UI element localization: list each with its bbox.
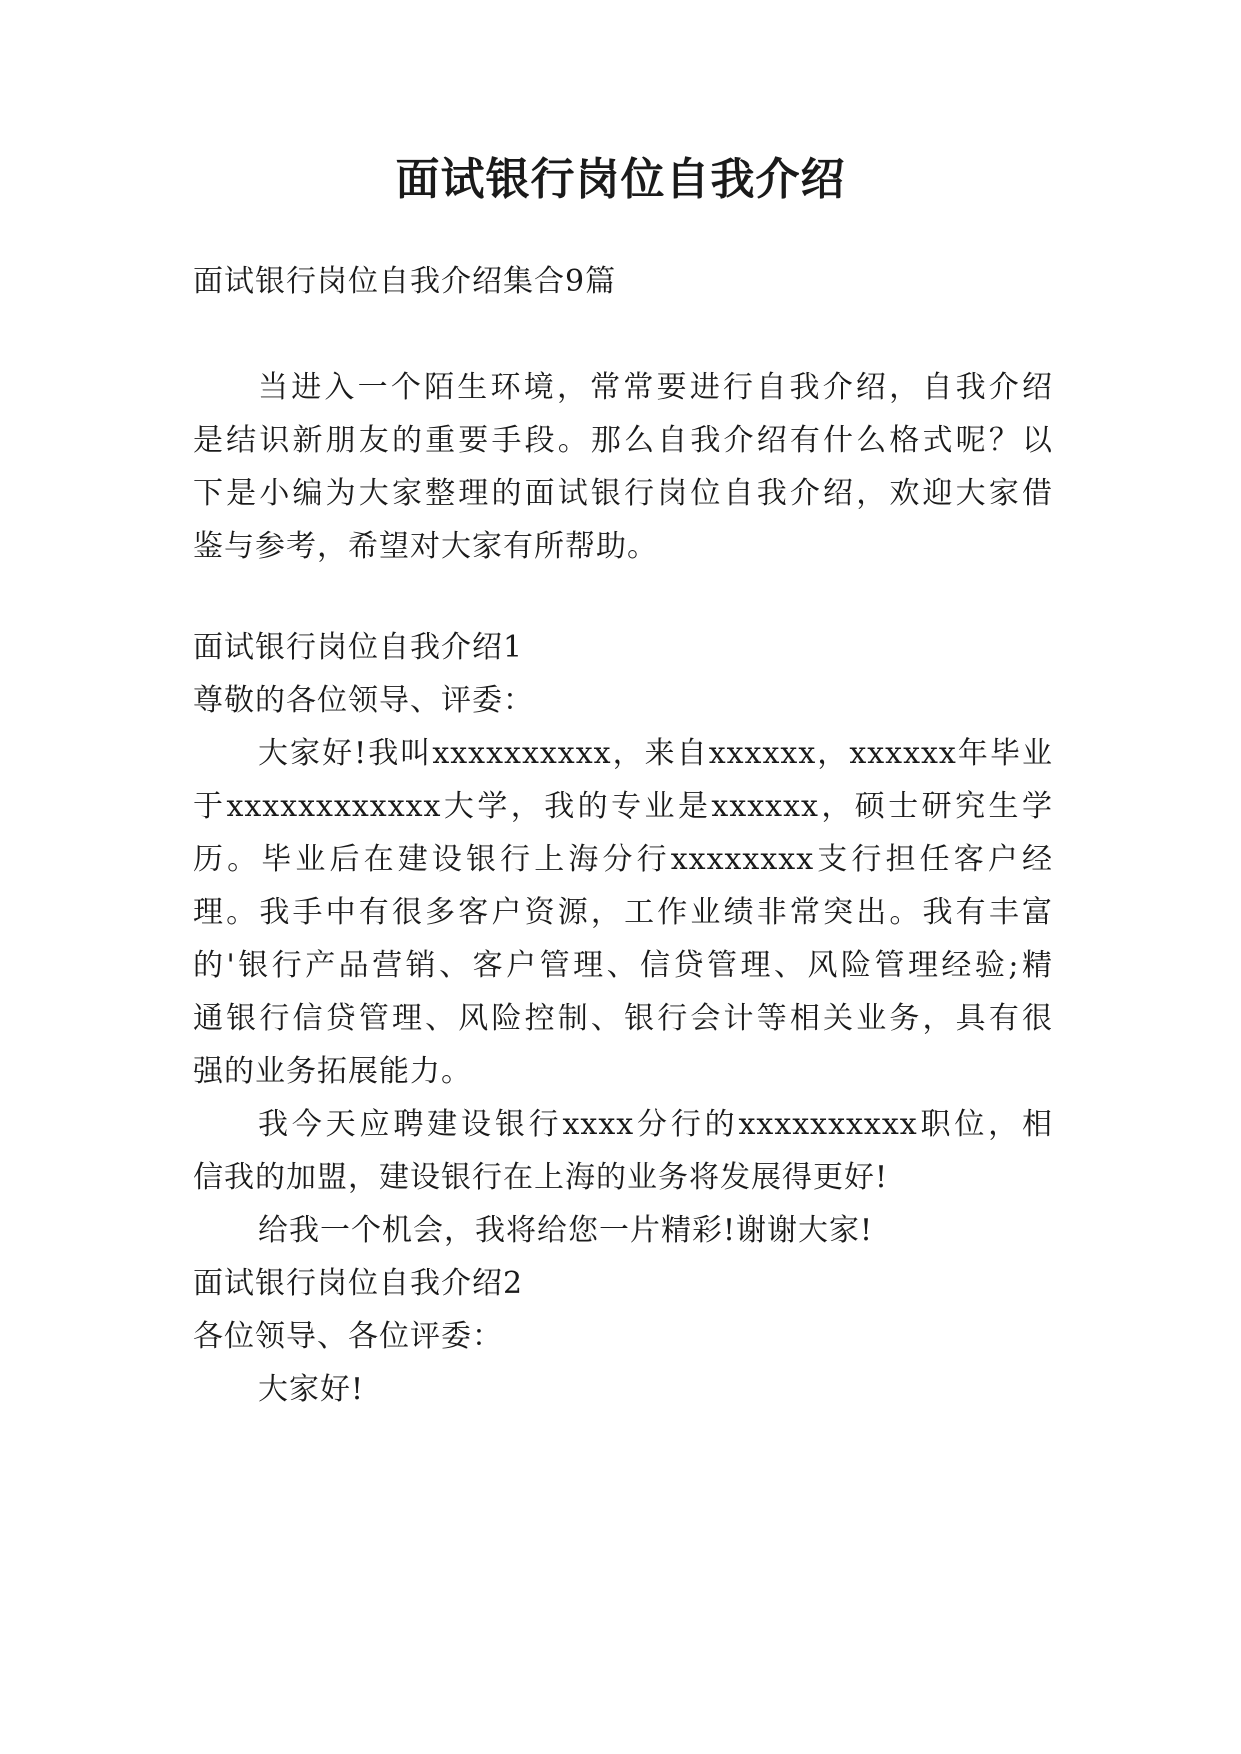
section1-para1-line: 理。我手中有很多客户资源，工作业绩非常突出。我有丰富 — [193, 895, 1053, 930]
section1-para1-line: 于xxxxxxxxxxxx大学，我的专业是xxxxxx，硕士研究生学 — [193, 789, 1053, 824]
section1-para3: 给我一个机会，我将给您一片精彩!谢谢大家! — [258, 1213, 874, 1248]
section2-salutation: 各位领导、各位评委： — [193, 1319, 503, 1354]
section1-para1-line: 大家好!我叫xxxxxxxxxx，来自xxxxxx，xxxxxx年毕业 — [258, 736, 1053, 771]
section2-greeting: 大家好! — [258, 1372, 365, 1407]
section1-para1-line: 的'银行产品营销、客户管理、信贷管理、风险管理经验;精 — [193, 948, 1053, 983]
section1-para2-line: 我今天应聘建设银行xxxx分行的xxxxxxxxxx职位，相 — [258, 1107, 1053, 1142]
section1-para1-line: 强的业务拓展能力。 — [193, 1054, 472, 1089]
intro-line: 是结识新朋友的重要手段。那么自我介绍有什么格式呢？以 — [193, 423, 1053, 458]
section1-para2-line: 信我的加盟，建设银行在上海的业务将发展得更好! — [193, 1160, 889, 1195]
section1-salutation: 尊敬的各位领导、评委： — [193, 683, 534, 718]
intro-line: 下是小编为大家整理的面试银行岗位自我介绍，欢迎大家借 — [193, 476, 1053, 511]
intro-line: 鉴与参考，希望对大家有所帮助。 — [193, 529, 658, 564]
section2-heading: 面试银行岗位自我介绍2 — [193, 1266, 524, 1301]
section1-heading: 面试银行岗位自我介绍1 — [193, 630, 524, 665]
section1-para1-line: 历。毕业后在建设银行上海分行xxxxxxxx支行担任客户经 — [193, 842, 1053, 877]
document-subtitle: 面试银行岗位自我介绍集合9篇 — [193, 264, 617, 299]
section1-para1-line: 通银行信贷管理、风险控制、银行会计等相关业务，具有很 — [193, 1001, 1053, 1036]
intro-line: 当进入一个陌生环境，常常要进行自我介绍，自我介绍 — [258, 370, 1053, 405]
document-title: 面试银行岗位自我介绍 — [395, 154, 846, 205]
